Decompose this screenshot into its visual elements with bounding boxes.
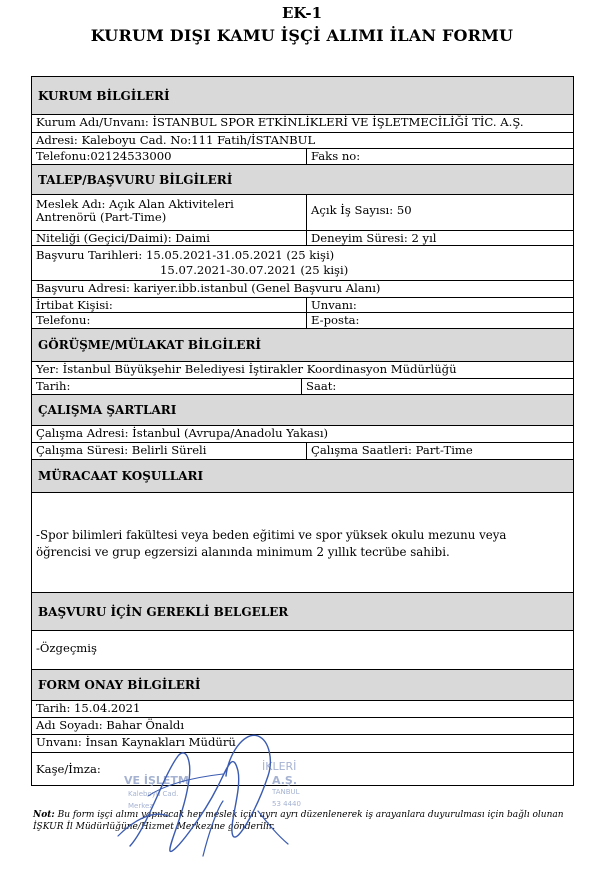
section-title: GÖRÜŞME/MÜLAKAT BİLGİLERİ (38, 338, 262, 352)
institution-address: Adresi: Kaleboyu Cad. No:111 Fatih/İSTANBUL (36, 133, 316, 147)
section-request (31, 164, 574, 194)
section-title: BAŞVURU İÇİN GEREKLİ BELGELER (38, 604, 289, 619)
contact-email: E-posta: (306, 313, 573, 328)
footnote-text: Bu form işçi alımı yapılacak her meslek için ayrı ayrı düzenlenerek iş arayanlara duyurulması için bağlı olunan İŞKUR İl Müdürlüğüne/Hizmet Merkezine gönderilir. (33, 810, 564, 832)
stamp-text: TANBUL (272, 788, 300, 796)
section-title: FORM ONAY BİLGİLERİ (38, 678, 201, 692)
section-interview (31, 328, 574, 361)
contact-row (31, 297, 574, 312)
stamp-text: 53 4440 (272, 800, 301, 808)
institution-address-row (31, 132, 574, 148)
approval-title-row (31, 734, 574, 752)
approval-name-row (31, 717, 574, 734)
work-duration-row (31, 442, 574, 459)
form-title: KURUM DIŞI KAMU İŞÇİ ALIMI İLAN FORMU (90, 26, 514, 45)
institution-name-row (31, 114, 574, 132)
application-address: Başvuru Adresi: kariyer.ibb.istanbul (Genel Başvuru Alanı) (36, 281, 381, 295)
stamp-text: VE İŞLETM (124, 774, 189, 787)
interview-place-row (31, 361, 574, 378)
position-nature: Niteliği (Geçici/Daimi): Daimi (36, 231, 210, 245)
work-address-row (31, 425, 574, 442)
profession-line-1: Meslek Adı: Açık Alan Aktiviteleri (36, 197, 234, 211)
footnote-label: Not: (33, 810, 55, 820)
application-address-row (31, 280, 574, 297)
application-dates (32, 246, 573, 280)
profession-line-2: Antrenörü (Part-Time) (36, 210, 167, 224)
work-hours: Çalışma Saatleri: Part-Time (306, 443, 573, 459)
contact-title: Unvanı: (306, 298, 573, 312)
work-duration: Çalışma Süresi: Belirli Süreli (36, 443, 207, 457)
stamp-text: A.Ş. (272, 774, 297, 787)
conditions-line-2: öğrencisi ve grup egzersizi alanında minimum 2 yıllık tecrübe sahibi. (36, 545, 450, 559)
institution-phone-row (31, 148, 574, 164)
interview-datetime-row (31, 378, 574, 394)
experience-duration: Deneyim Süresi: 2 yıl (306, 231, 573, 245)
required-document: -Özgeçmiş (36, 641, 97, 655)
contact-phone-row (31, 312, 574, 328)
annex-label: EK-1 (281, 4, 323, 22)
section-institution (31, 76, 574, 114)
approval-name: Adı Soyadı: Bahar Önaldı (36, 718, 185, 732)
section-title: MÜRACAAT KOŞULLARI (38, 469, 204, 483)
section-title: ÇALIŞMA ŞARTLARI (38, 403, 177, 417)
interview-time: Saat: (301, 379, 573, 394)
section-work (31, 394, 574, 425)
interview-date: Tarih: (36, 379, 71, 393)
documents-body (31, 630, 574, 669)
conditions-body (31, 492, 574, 592)
approval-date-row (31, 700, 574, 717)
approval-stamp-row (31, 752, 574, 786)
announcement-form (31, 76, 574, 786)
contact-phone: Telefonu: (36, 313, 91, 327)
section-title: TALEP/BAŞVURU BİLGİLERİ (38, 172, 233, 187)
contact-person: İrtibat Kişisi: (36, 298, 113, 312)
work-address: Çalışma Adresi: İstanbul (Avrupa/Anadolu Yakası) (36, 426, 329, 440)
section-conditions (31, 459, 574, 492)
stamp-text: İKLERİ (262, 760, 297, 773)
approval-title: Unvanı: İnsan Kaynakları Müdürü (36, 735, 236, 749)
footnote (33, 809, 578, 833)
section-title: KURUM BİLGİLERİ (38, 88, 170, 103)
dates-line-1: Başvuru Tarihleri: 15.05.2021-31.05.2021 (25 kişi) (36, 248, 335, 262)
section-approval (31, 669, 574, 700)
institution-name: Kurum Adı/Unvanı: İSTANBUL SPOR ETKİNLİKLERİ VE İŞLETMECİLİĞİ TİC. A.Ş. (36, 115, 524, 129)
dates-line-2: 15.07.2021-30.07.2021 (25 kişi) (160, 263, 349, 277)
institution-phone: Telefonu:02124533000 (36, 149, 172, 163)
section-documents (31, 592, 574, 630)
stamp-text: Kaleboyu Cad. (128, 790, 179, 798)
open-positions: Açık İş Sayısı: 50 (306, 195, 573, 230)
interview-place: Yer: İstanbul Büyükşehir Belediyesi İştirakler Koordinasyon Müdürlüğü (36, 362, 457, 376)
stamp-signature-label: Kaşe/İmza: (36, 762, 101, 776)
conditions-line-1: -Spor bilimleri fakültesi veya beden eğitimi ve spor yüksek okulu mezunu veya (36, 528, 507, 542)
institution-fax: Faks no: (306, 149, 573, 164)
nature-row (31, 230, 574, 245)
approval-date: Tarih: 15.04.2021 (36, 701, 141, 715)
stamp-text: Merkez (128, 802, 154, 810)
conditions-text (32, 493, 573, 592)
application-dates-row (31, 245, 574, 280)
profession-row (31, 194, 574, 230)
profession-name (32, 195, 306, 230)
